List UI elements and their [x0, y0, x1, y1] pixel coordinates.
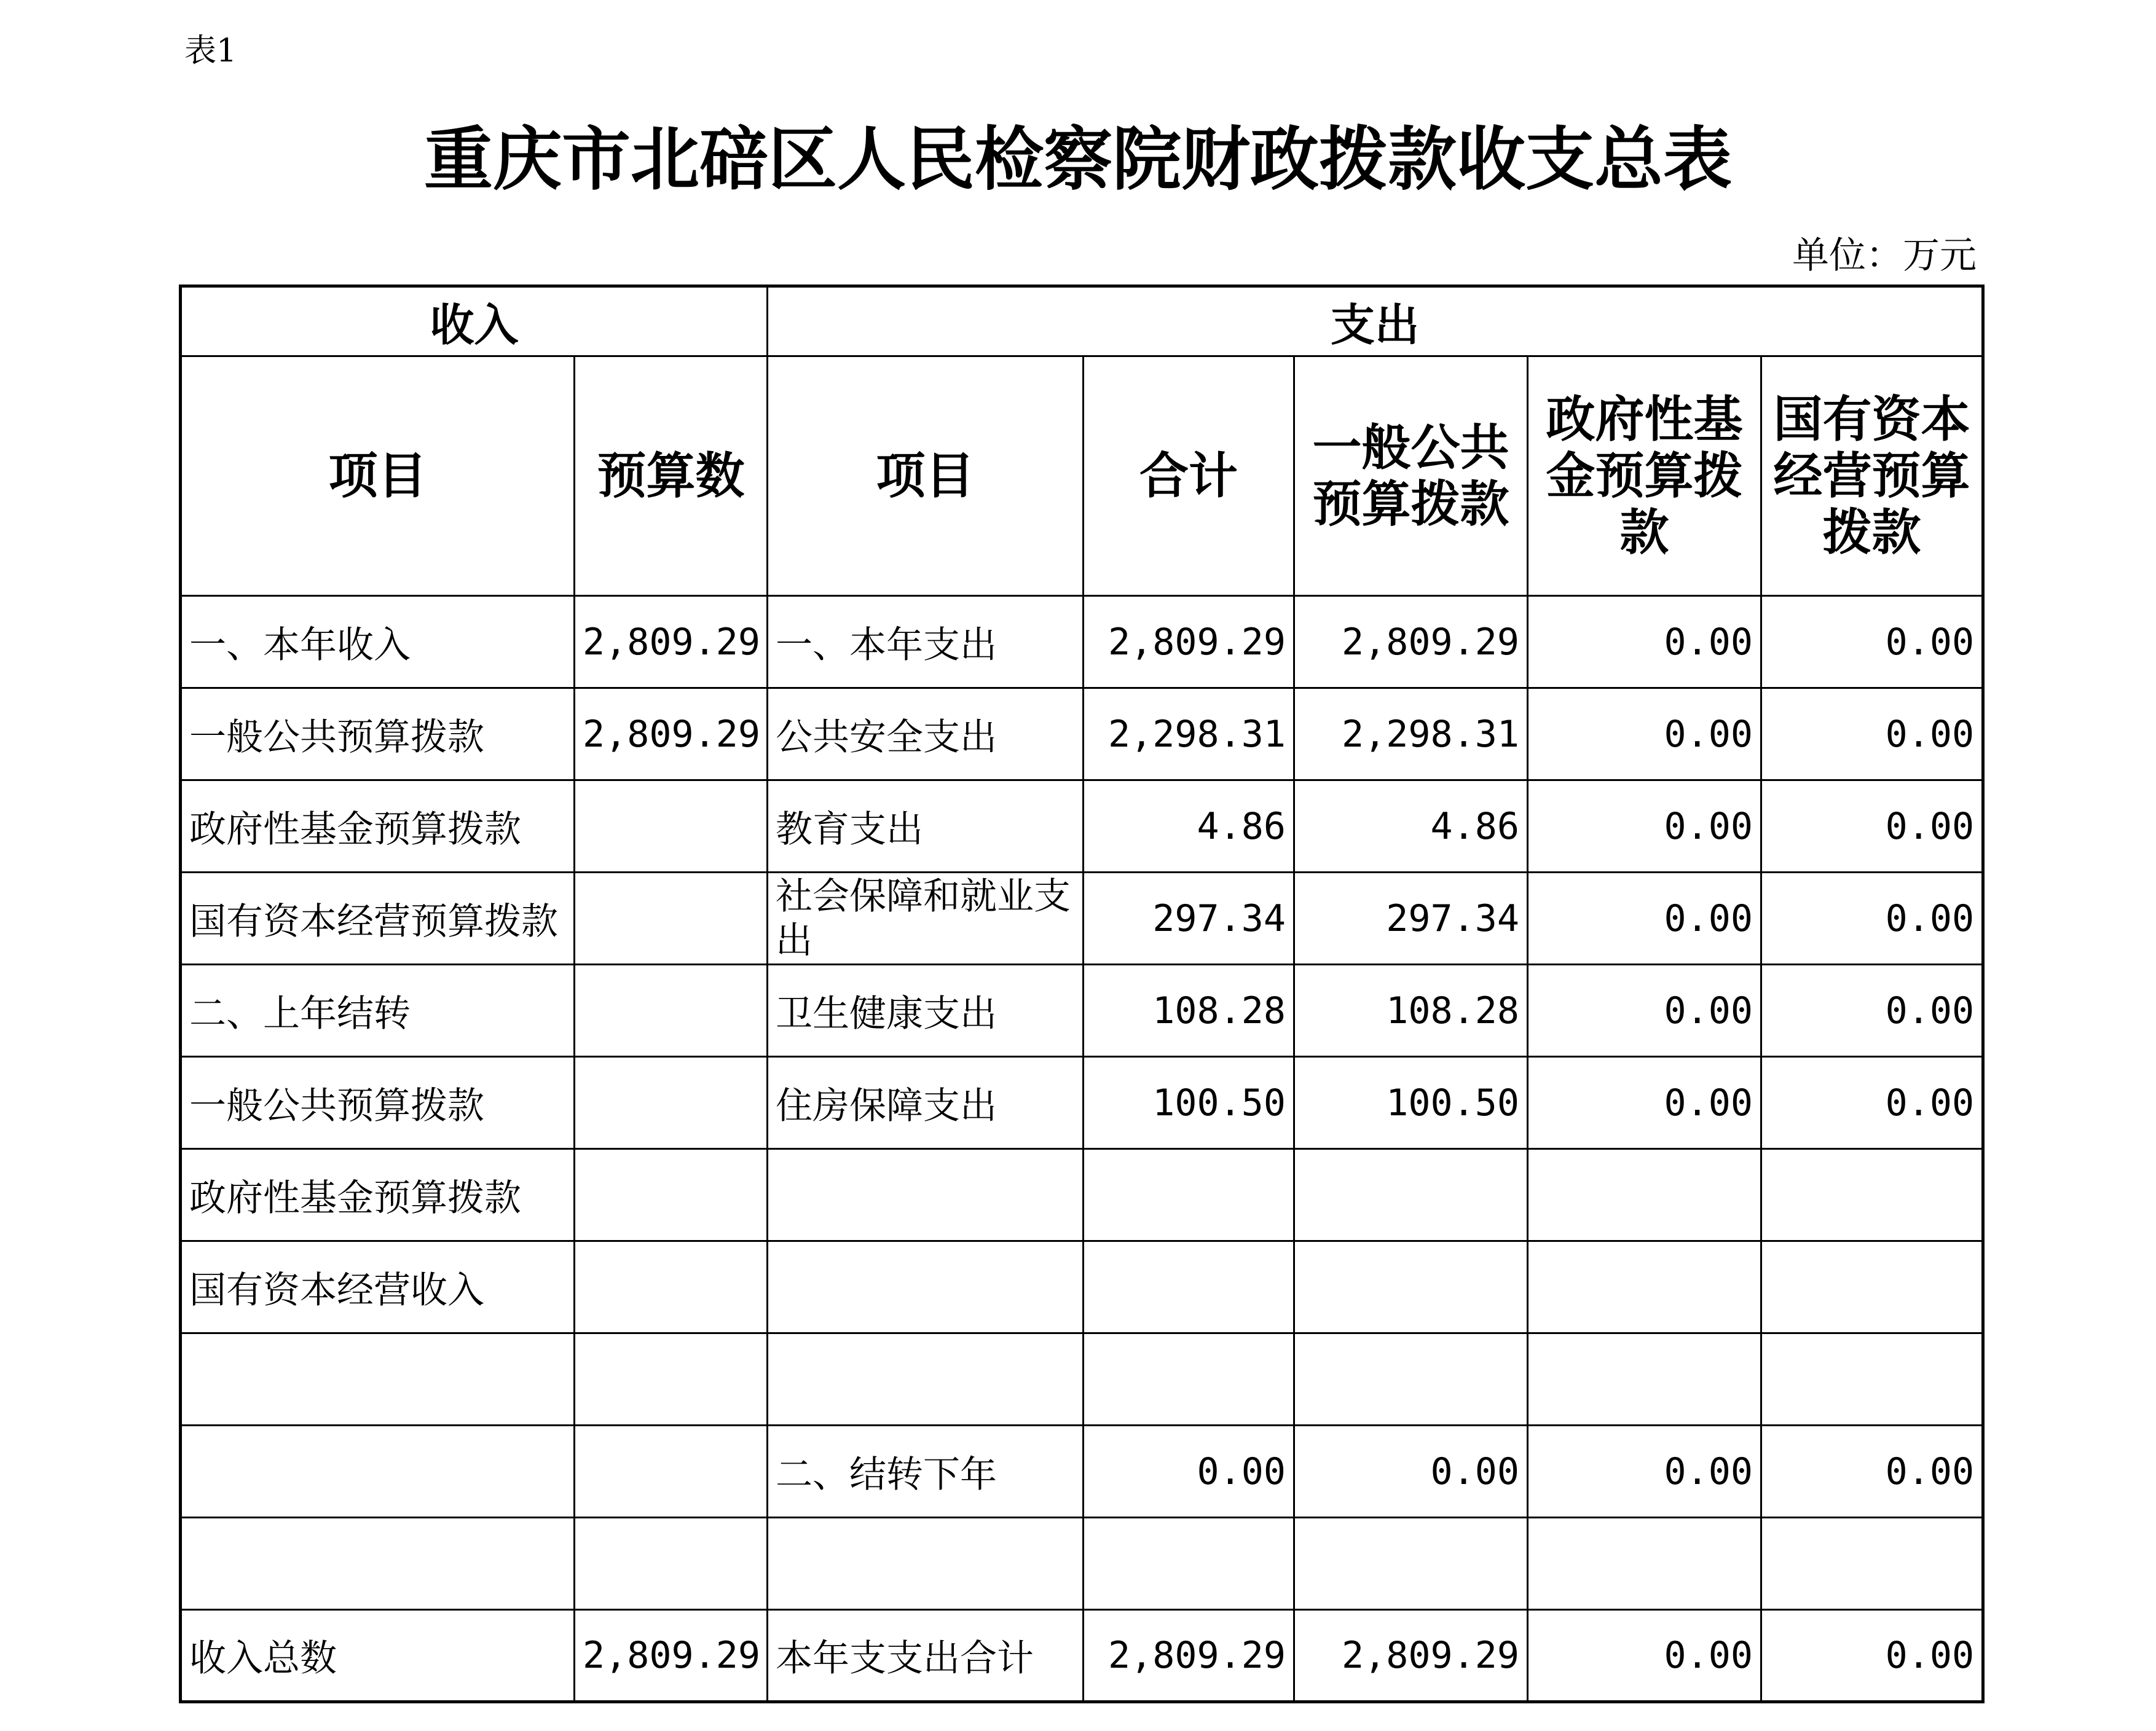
cell-item: 本年支支出合计 — [768, 1610, 1084, 1702]
table-row — [181, 688, 1983, 780]
cell-item — [768, 1333, 1084, 1426]
cell-value: 100.50 — [1294, 1057, 1528, 1149]
cell-value: 0.00 — [1761, 1610, 1983, 1702]
cell-value — [575, 1149, 768, 1241]
cell-value: 2,298.31 — [1084, 688, 1294, 780]
cell-value — [1528, 1333, 1761, 1426]
cell-value: 297.34 — [1084, 873, 1294, 965]
col-header-income-item: 项目 — [181, 356, 575, 596]
cell-value — [575, 1426, 768, 1518]
header-group-row — [181, 286, 1983, 356]
cell-value: 0.00 — [1528, 780, 1761, 873]
table-row — [181, 1057, 1983, 1149]
cell-item: 收入总数 — [181, 1610, 575, 1702]
cell-value — [1084, 1333, 1294, 1426]
cell-value: 0.00 — [1761, 965, 1983, 1057]
cell-item: 政府性基金预算拨款 — [181, 1149, 575, 1241]
cell-value: 0.00 — [1528, 596, 1761, 688]
table-row — [181, 1241, 1983, 1333]
cell-item: 二、上年结转 — [181, 965, 575, 1057]
col-header-fund-budget: 政府性基金预算拨款 — [1528, 356, 1761, 596]
cell-value: 0.00 — [1528, 873, 1761, 965]
col-header-budget: 预算数 — [575, 356, 768, 596]
col-header-expense-item: 项目 — [768, 356, 1084, 596]
cell-value: 0.00 — [1528, 965, 1761, 1057]
cell-value: 100.50 — [1084, 1057, 1294, 1149]
cell-value: 0.00 — [1761, 780, 1983, 873]
cell-value — [575, 1241, 768, 1333]
table-row — [181, 596, 1983, 688]
cell-item: 国有资本经营预算拨款 — [181, 873, 575, 965]
cell-value — [575, 780, 768, 873]
cell-value: 108.28 — [1084, 965, 1294, 1057]
cell-value — [1294, 1149, 1528, 1241]
cell-value — [575, 1518, 768, 1610]
cell-value: 2,809.29 — [1294, 596, 1528, 688]
cell-item: 一般公共预算拨款 — [181, 688, 575, 780]
cell-item: 一、本年收入 — [181, 596, 575, 688]
cell-item: 一般公共预算拨款 — [181, 1057, 575, 1149]
cell-item: 公共安全支出 — [768, 688, 1084, 780]
cell-value — [1761, 1333, 1983, 1426]
cell-item — [181, 1333, 575, 1426]
cell-value — [1761, 1149, 1983, 1241]
cell-value — [1084, 1518, 1294, 1610]
cell-value: 0.00 — [1528, 1057, 1761, 1149]
cell-item: 卫生健康支出 — [768, 965, 1084, 1057]
page-title: 重庆市北碚区人民检察院财政拨款收支总表 — [424, 120, 1732, 200]
cell-value — [1294, 1333, 1528, 1426]
header-column-row — [181, 356, 1983, 596]
table-row — [181, 1518, 1983, 1610]
table-row — [181, 873, 1983, 965]
col-header-total: 合计 — [1084, 356, 1294, 596]
table-row — [181, 965, 1983, 1057]
cell-value: 297.34 — [1294, 873, 1528, 965]
cell-value: 0.00 — [1528, 1426, 1761, 1518]
table-row — [181, 1333, 1983, 1426]
cell-item: 教育支出 — [768, 780, 1084, 873]
cell-value: 0.00 — [1761, 688, 1983, 780]
cell-value — [1084, 1241, 1294, 1333]
cell-value: 0.00 — [1761, 596, 1983, 688]
cell-value — [1294, 1518, 1528, 1610]
cell-value — [1528, 1518, 1761, 1610]
cell-item: 社会保障和就业支出 — [768, 873, 1084, 965]
col-header-general-budget: 一般公共预算拨款 — [1294, 356, 1528, 596]
income-header: 收入 — [181, 286, 768, 356]
cell-value: 2,809.29 — [575, 1610, 768, 1702]
cell-value — [575, 1333, 768, 1426]
cell-item — [768, 1149, 1084, 1241]
table-label: 表1 — [184, 33, 237, 69]
cell-value: 0.00 — [1528, 1610, 1761, 1702]
cell-value: 2,809.29 — [1084, 596, 1294, 688]
cell-item: 二、结转下年 — [768, 1426, 1084, 1518]
cell-value — [1761, 1518, 1983, 1610]
cell-value: 0.00 — [1084, 1426, 1294, 1518]
cell-value: 4.86 — [1084, 780, 1294, 873]
cell-item — [768, 1518, 1084, 1610]
cell-value: 2,809.29 — [1294, 1610, 1528, 1702]
cell-item: 住房保障支出 — [768, 1057, 1084, 1149]
cell-value: 0.00 — [1761, 873, 1983, 965]
cell-value: 0.00 — [1761, 1426, 1983, 1518]
cell-item: 一、本年支出 — [768, 596, 1084, 688]
table-row — [181, 780, 1983, 873]
budget-table — [179, 285, 1985, 1703]
cell-value — [1084, 1149, 1294, 1241]
cell-value: 2,298.31 — [1294, 688, 1528, 780]
cell-value: 2,809.29 — [575, 688, 768, 780]
cell-value — [1528, 1149, 1761, 1241]
cell-value — [575, 1057, 768, 1149]
cell-value: 4.86 — [1294, 780, 1528, 873]
cell-value: 0.00 — [1761, 1057, 1983, 1149]
cell-value: 0.00 — [1528, 688, 1761, 780]
cell-item — [181, 1518, 575, 1610]
cell-value: 2,809.29 — [1084, 1610, 1294, 1702]
expense-header: 支出 — [768, 286, 1983, 356]
unit-label: 单位：万元 — [1792, 234, 1977, 277]
table-row — [181, 1610, 1983, 1702]
cell-value — [1294, 1241, 1528, 1333]
cell-item: 国有资本经营收入 — [181, 1241, 575, 1333]
table-row — [181, 1426, 1983, 1518]
cell-value: 108.28 — [1294, 965, 1528, 1057]
cell-item — [768, 1241, 1084, 1333]
cell-value — [575, 873, 768, 965]
cell-value — [1761, 1241, 1983, 1333]
cell-value: 0.00 — [1294, 1426, 1528, 1518]
col-header-state-capital: 国有资本经营预算拨款 — [1761, 356, 1983, 596]
table-row — [181, 1149, 1983, 1241]
cell-value — [575, 965, 768, 1057]
cell-value — [1528, 1241, 1761, 1333]
cell-item — [181, 1426, 575, 1518]
cell-item: 政府性基金预算拨款 — [181, 780, 575, 873]
cell-value: 2,809.29 — [575, 596, 768, 688]
